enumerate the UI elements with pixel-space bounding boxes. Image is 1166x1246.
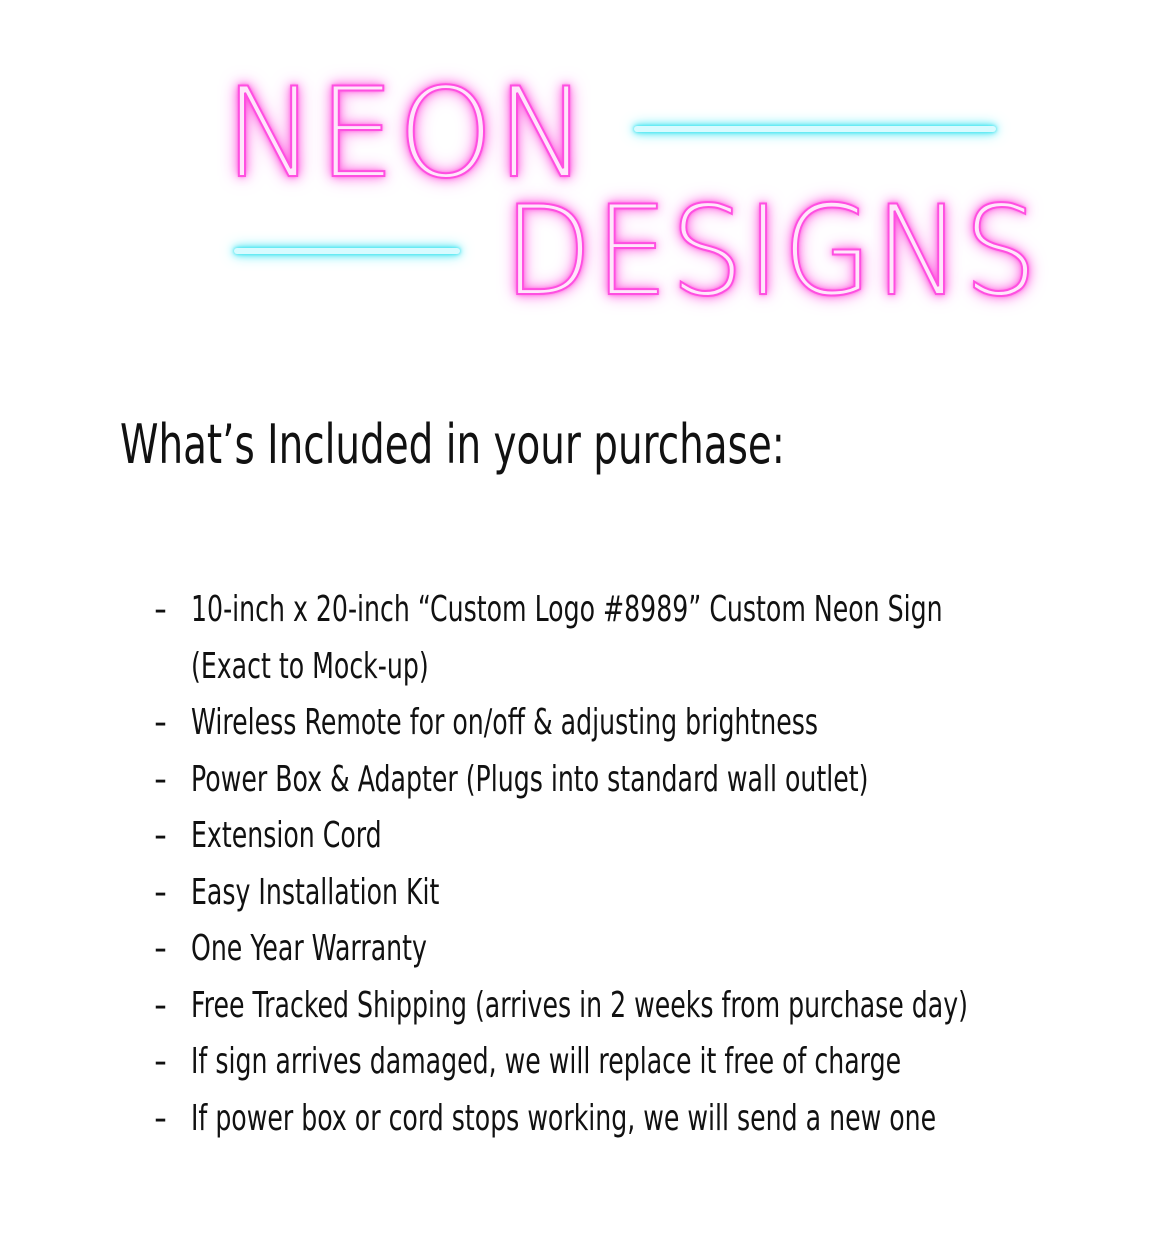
list-item (154, 582, 1154, 695)
list-item-text: Power Box & Adapter (Plugs into standard wall outlet) (191, 758, 869, 800)
list-item (154, 978, 1154, 1035)
list-item (154, 808, 1154, 865)
list-item-text: Free Tracked Shipping (arrives in 2 weeks from purchase day) (191, 984, 968, 1026)
bullet-dash: - (154, 702, 167, 743)
list-item-text: Easy Installation Kit (191, 871, 440, 913)
list-item (154, 921, 1154, 978)
list-item-text: Wireless Remote for on/off & adjusting brightness (191, 702, 819, 743)
list-item (154, 1034, 1154, 1091)
included-heading: What’s Included in your purchase: (120, 413, 785, 476)
logo-word-designs: DESIGNS (503, 180, 1040, 324)
list-item-text: Extension Cord (191, 815, 382, 856)
list-item-text (191, 582, 943, 695)
bullet-dash: - (154, 928, 167, 969)
bullet-dash: - (154, 1097, 167, 1139)
list-item-text: One Year Warranty (191, 928, 427, 969)
included-items-list (154, 582, 1154, 1147)
logo-cyan-bar-top (634, 126, 996, 132)
list-item-line: 10-inch x 20-inch “Custom Logo #8989” Custom Neon Sign (191, 589, 943, 630)
bullet-dash: - (154, 984, 167, 1026)
list-item-line: (Exact to Mock-up) (191, 645, 429, 687)
list-item (154, 695, 1154, 752)
bullet-dash: - (154, 871, 167, 913)
list-item-text: If sign arrives damaged, we will replace it free of charge (191, 1041, 902, 1082)
neon-designs-logo (0, 0, 1166, 340)
list-item (154, 752, 1154, 809)
bullet-dash: - (154, 758, 167, 800)
list-item-text: If power box or cord stops working, we will send a new one (191, 1097, 937, 1139)
bullet-dash: - (154, 589, 167, 630)
logo-cyan-bar-bottom (234, 248, 460, 254)
list-item (154, 865, 1154, 922)
bullet-dash: - (154, 1041, 167, 1082)
logo-word-neon: NEON (224, 62, 590, 206)
bullet-dash: - (154, 815, 167, 856)
list-item (154, 1091, 1154, 1148)
